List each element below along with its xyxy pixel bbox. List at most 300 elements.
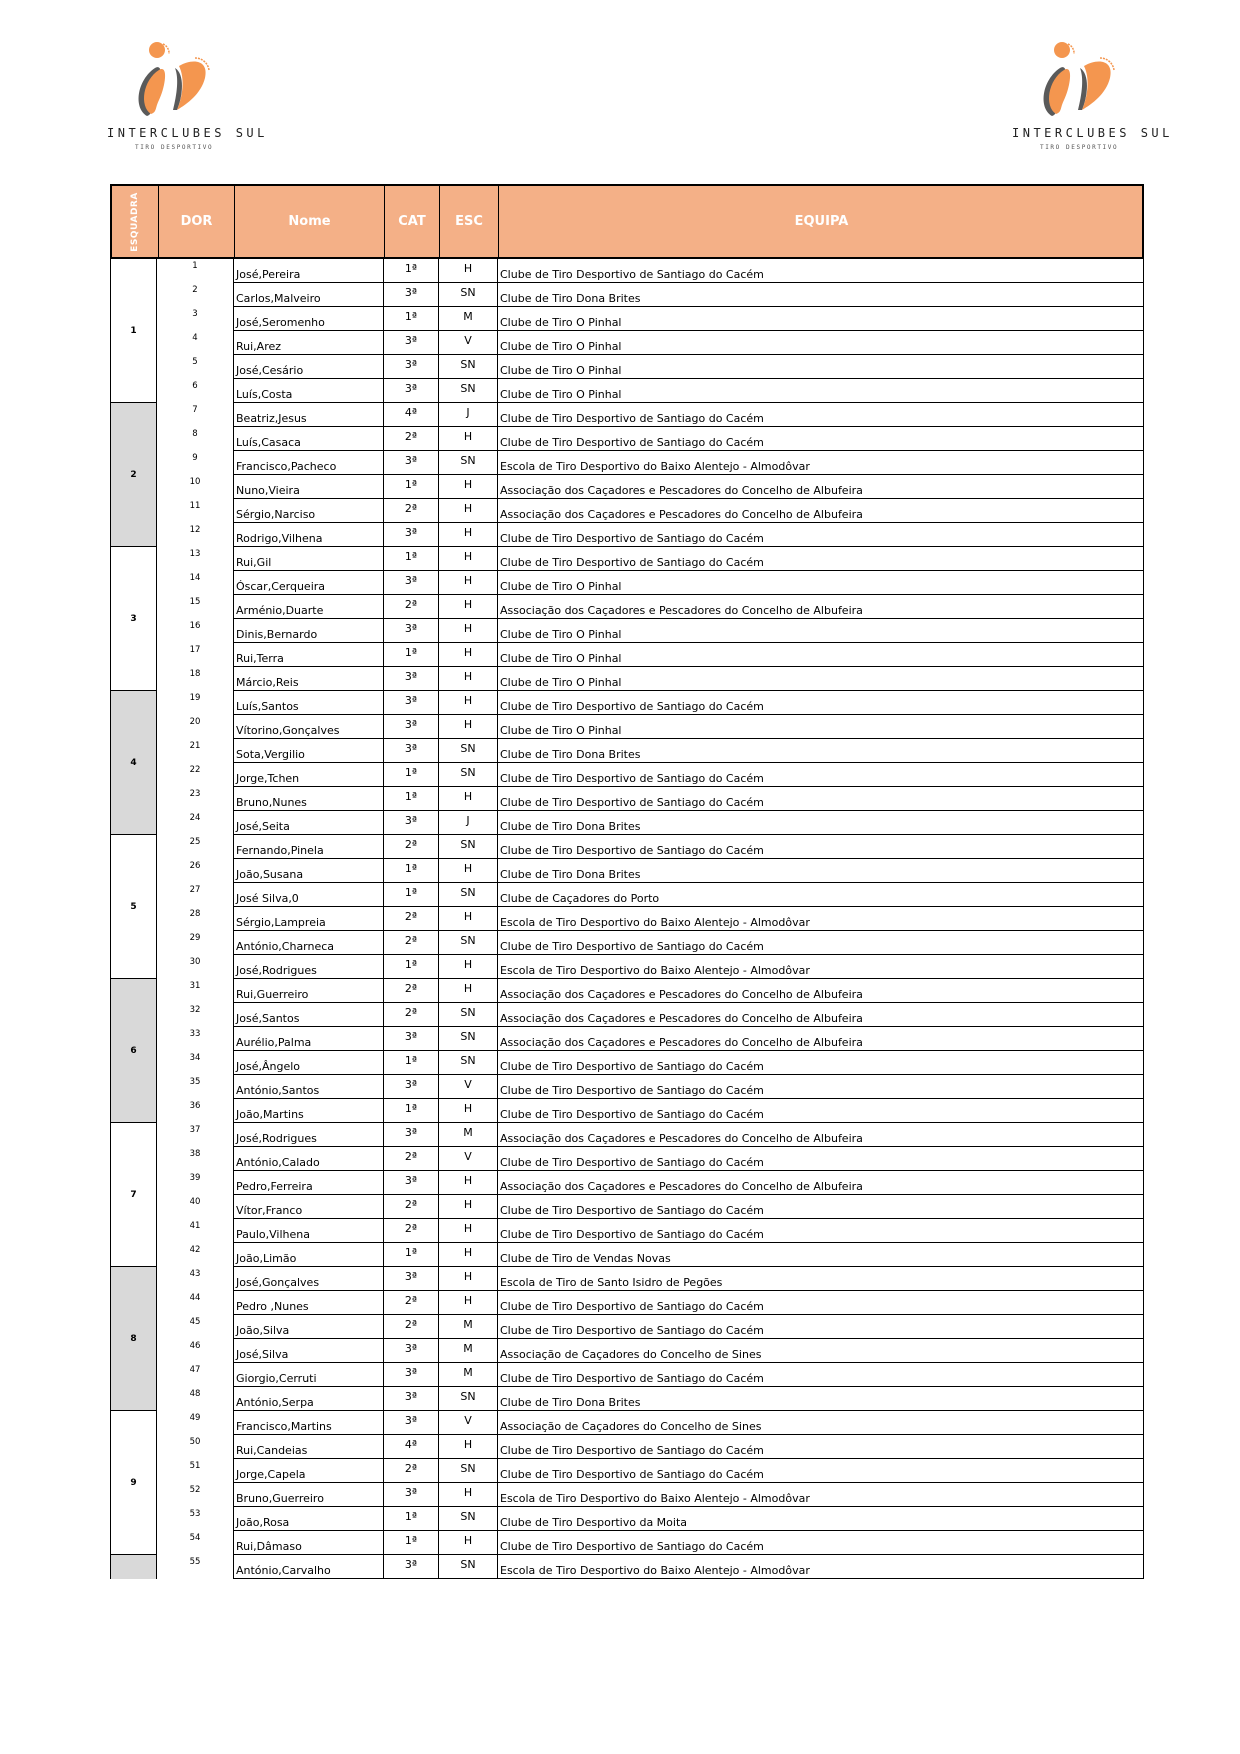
esc-cell: M xyxy=(438,1363,497,1387)
nome-cell: Carlos,Malveiro xyxy=(233,283,383,307)
nome-cell: Jorge,Tchen xyxy=(233,763,383,787)
dor-cell: 47 xyxy=(189,1365,201,1375)
equipa-cell: Clube de Tiro Desportivo de Santiago do Cacém xyxy=(497,1075,1144,1099)
esc-cell: H xyxy=(438,1243,497,1267)
dor-cell: 18 xyxy=(189,669,201,679)
esc-cell: H xyxy=(438,979,497,1003)
esc-cell: H xyxy=(438,667,497,691)
nome-cell: António,Carvalho xyxy=(233,1555,383,1579)
esc-cell: H xyxy=(438,1483,497,1507)
nome-cell: João,Limão xyxy=(233,1243,383,1267)
cat-cell: 3ª xyxy=(383,1339,438,1363)
cat-cell: 1ª xyxy=(383,1243,438,1267)
cat-cell: 3ª xyxy=(383,1555,438,1579)
squad-number: 5 xyxy=(130,901,137,912)
esc-cell: M xyxy=(438,1123,497,1147)
dor-cell: 44 xyxy=(189,1293,201,1303)
esc-cell: H xyxy=(438,1291,497,1315)
esc-cell: SN xyxy=(438,1507,497,1531)
squad-cell xyxy=(110,1123,157,1267)
nome-cell: Rui,Guerreiro xyxy=(233,979,383,1003)
nome-cell: Luís,Santos xyxy=(233,691,383,715)
table-row xyxy=(157,355,1144,379)
cat-cell: 3ª xyxy=(383,1027,438,1051)
dor-cell: 40 xyxy=(189,1197,201,1207)
table-row xyxy=(157,931,1144,955)
esc-cell: SN xyxy=(438,1051,497,1075)
equipa-cell: Escola de Tiro Desportivo do Baixo Alentejo - Almodôvar xyxy=(497,907,1144,931)
equipa-cell: Clube de Tiro O Pinhal xyxy=(497,331,1144,355)
nome-cell: Giorgio,Cerruti xyxy=(233,1363,383,1387)
table-row xyxy=(157,667,1144,691)
squad-number: 2 xyxy=(130,469,137,480)
esc-cell: H xyxy=(438,643,497,667)
esc-cell: H xyxy=(438,523,497,547)
dor-cell: 33 xyxy=(189,1029,201,1039)
nome-cell: José,Cesário xyxy=(233,355,383,379)
equipa-cell: Clube de Tiro Dona Brites xyxy=(497,859,1144,883)
nome-cell: José,Rodrigues xyxy=(233,1123,383,1147)
dor-cell: 36 xyxy=(189,1101,201,1111)
table-row xyxy=(157,523,1144,547)
squad-cell xyxy=(110,1267,157,1411)
esc-cell: H xyxy=(438,595,497,619)
esc-cell: H xyxy=(438,1195,497,1219)
table-row xyxy=(157,379,1144,403)
dor-cell: 49 xyxy=(189,1413,201,1423)
squad-number: 6 xyxy=(130,1045,137,1056)
equipa-cell: Clube de Tiro Desportivo de Santiago do Cacém xyxy=(497,931,1144,955)
equipa-cell: Escola de Tiro de Santo Isidro de Pegões xyxy=(497,1267,1144,1291)
table-row xyxy=(157,1435,1144,1459)
equipa-cell: Clube de Tiro Desportivo de Santiago do Cacém xyxy=(497,547,1144,571)
esc-cell: V xyxy=(438,1075,497,1099)
nome-cell: Luís,Casaca xyxy=(233,427,383,451)
cat-cell: 1ª xyxy=(383,1531,438,1555)
cat-cell: 3ª xyxy=(383,1363,438,1387)
equipa-cell: Clube de Tiro O Pinhal xyxy=(497,643,1144,667)
nome-cell: Luís,Costa xyxy=(233,379,383,403)
equipa-cell: Escola de Tiro Desportivo do Baixo Alentejo - Almodôvar xyxy=(497,1483,1144,1507)
cat-cell: 2ª xyxy=(383,1003,438,1027)
column-header-esc: ESC xyxy=(440,186,499,257)
equipa-cell: Clube de Tiro Dona Brites xyxy=(497,1387,1144,1411)
nome-cell: Sérgio,Narciso xyxy=(233,499,383,523)
nome-cell: Sota,Vergilio xyxy=(233,739,383,763)
cat-cell: 3ª xyxy=(383,1171,438,1195)
table-header xyxy=(110,184,1144,259)
dor-cell: 51 xyxy=(189,1461,201,1471)
esc-cell: V xyxy=(438,1411,497,1435)
squad-cell xyxy=(110,979,157,1123)
table-row xyxy=(157,1387,1144,1411)
dor-cell: 13 xyxy=(189,549,201,559)
esc-cell: H xyxy=(438,427,497,451)
nome-cell: Vítor,Franco xyxy=(233,1195,383,1219)
nome-cell: José Silva,0 xyxy=(233,883,383,907)
equipa-cell: Clube de Tiro Desportivo de Santiago do Cacém xyxy=(497,1291,1144,1315)
equipa-cell: Clube de Caçadores do Porto xyxy=(497,883,1144,907)
nome-cell: José,Silva xyxy=(233,1339,383,1363)
squad-cell xyxy=(110,403,157,547)
nome-cell: João,Silva xyxy=(233,1315,383,1339)
equipa-cell: Clube de Tiro O Pinhal xyxy=(497,667,1144,691)
esc-cell: SN xyxy=(438,379,497,403)
table-row xyxy=(157,1507,1144,1531)
table-row xyxy=(157,1003,1144,1027)
dor-cell: 55 xyxy=(189,1557,201,1567)
nome-cell: Jorge,Capela xyxy=(233,1459,383,1483)
cat-cell: 1ª xyxy=(383,475,438,499)
equipa-cell: Clube de Tiro Desportivo de Santiago do Cacém xyxy=(497,259,1144,283)
dor-cell: 28 xyxy=(189,909,201,919)
cat-cell: 3ª xyxy=(383,715,438,739)
nome-cell: António,Santos xyxy=(233,1075,383,1099)
squad-cell xyxy=(110,835,157,979)
cat-cell: 1ª xyxy=(383,1051,438,1075)
table-row xyxy=(157,691,1144,715)
dor-cell: 14 xyxy=(189,573,201,583)
equipa-cell: Clube de Tiro O Pinhal xyxy=(497,307,1144,331)
nome-cell: Márcio,Reis xyxy=(233,667,383,691)
squad-cell xyxy=(110,1555,157,1579)
equipa-cell: Clube de Tiro Desportivo de Santiago do Cacém xyxy=(497,787,1144,811)
dor-cell: 50 xyxy=(189,1437,201,1447)
dor-cell: 15 xyxy=(189,597,201,607)
table-row xyxy=(157,859,1144,883)
esc-cell: H xyxy=(438,1099,497,1123)
column-header-esquadra xyxy=(112,186,159,257)
nome-cell: Bruno,Nunes xyxy=(233,787,383,811)
cat-cell: 2ª xyxy=(383,1291,438,1315)
table-row xyxy=(157,835,1144,859)
table-row xyxy=(157,787,1144,811)
equipa-cell: Associação dos Caçadores e Pescadores do Concelho de Albufeira xyxy=(497,595,1144,619)
table-row xyxy=(157,451,1144,475)
dor-cell: 45 xyxy=(189,1317,201,1327)
dor-cell: 16 xyxy=(189,621,201,631)
equipa-cell: Clube de Tiro O Pinhal xyxy=(497,379,1144,403)
dor-cell: 17 xyxy=(189,645,201,655)
equipa-cell: Clube de Tiro Desportivo de Santiago do Cacém xyxy=(497,1315,1144,1339)
dor-cell: 24 xyxy=(189,813,201,823)
cat-cell: 2ª xyxy=(383,835,438,859)
cat-cell: 3ª xyxy=(383,355,438,379)
esc-cell: SN xyxy=(438,1459,497,1483)
nome-cell: António,Serpa xyxy=(233,1387,383,1411)
table-row xyxy=(157,1171,1144,1195)
cat-cell: 1ª xyxy=(383,763,438,787)
dor-cell: 41 xyxy=(189,1221,201,1231)
dor-cell: 11 xyxy=(189,501,201,511)
nome-cell: José,Ângelo xyxy=(233,1051,383,1075)
nome-cell: António,Charneca xyxy=(233,931,383,955)
squad-cell xyxy=(110,259,157,403)
squad-number: 1 xyxy=(130,325,137,336)
cat-cell: 1ª xyxy=(383,259,438,283)
cat-cell: 1ª xyxy=(383,547,438,571)
table-row xyxy=(157,427,1144,451)
dor-cell: 37 xyxy=(189,1125,201,1135)
esc-cell: SN xyxy=(438,739,497,763)
esc-cell: SN xyxy=(438,283,497,307)
nome-cell: Aurélio,Palma xyxy=(233,1027,383,1051)
nome-cell: Beatriz,Jesus xyxy=(233,403,383,427)
table-row xyxy=(157,1219,1144,1243)
dor-cell: 27 xyxy=(189,885,201,895)
table-row xyxy=(157,1099,1144,1123)
esc-cell: M xyxy=(438,307,497,331)
nome-cell: Dinis,Bernardo xyxy=(233,619,383,643)
equipa-cell: Clube de Tiro Dona Brites xyxy=(497,739,1144,763)
cat-cell: 1ª xyxy=(383,859,438,883)
esc-cell: H xyxy=(438,1267,497,1291)
table-row xyxy=(157,1531,1144,1555)
cat-cell: 3ª xyxy=(383,1123,438,1147)
esc-cell: H xyxy=(438,787,497,811)
squad-number: 9 xyxy=(130,1477,137,1488)
cat-cell: 2ª xyxy=(383,1315,438,1339)
column-header-esquadra-label: ESQUADRA xyxy=(130,191,140,252)
cat-cell: 2ª xyxy=(383,427,438,451)
equipa-cell: Clube de Tiro Desportivo de Santiago do Cacém xyxy=(497,403,1144,427)
cat-cell: 3ª xyxy=(383,1411,438,1435)
dor-cell: 29 xyxy=(189,933,201,943)
cat-cell: 3ª xyxy=(383,1267,438,1291)
nome-cell: Pedro ,Nunes xyxy=(233,1291,383,1315)
table-row xyxy=(157,1195,1144,1219)
dor-cell: 8 xyxy=(192,429,198,439)
table-row xyxy=(157,1555,1144,1579)
nome-cell: João,Susana xyxy=(233,859,383,883)
esc-cell: SN xyxy=(438,931,497,955)
dor-cell: 4 xyxy=(192,333,198,343)
table-row xyxy=(157,907,1144,931)
cat-cell: 1ª xyxy=(383,1099,438,1123)
equipa-cell: Associação dos Caçadores e Pescadores do Concelho de Albufeira xyxy=(497,1027,1144,1051)
table-row xyxy=(157,283,1144,307)
esc-cell: H xyxy=(438,619,497,643)
nome-cell: Fernando,Pinela xyxy=(233,835,383,859)
equipa-cell: Escola de Tiro Desportivo do Baixo Alentejo - Almodôvar xyxy=(497,1555,1144,1579)
nome-cell: Rui,Arez xyxy=(233,331,383,355)
cat-cell: 2ª xyxy=(383,979,438,1003)
nome-cell: Rui,Dâmaso xyxy=(233,1531,383,1555)
squad-number: 3 xyxy=(130,613,137,624)
nome-cell: Paulo,Vilhena xyxy=(233,1219,383,1243)
nome-cell: Vítorino,Gonçalves xyxy=(233,715,383,739)
esc-cell: H xyxy=(438,1531,497,1555)
dor-cell: 12 xyxy=(189,525,201,535)
esc-cell: J xyxy=(438,811,497,835)
esc-cell: M xyxy=(438,1339,497,1363)
cat-cell: 2ª xyxy=(383,931,438,955)
table-row xyxy=(157,475,1144,499)
esc-cell: H xyxy=(438,547,497,571)
esc-cell: SN xyxy=(438,1003,497,1027)
esc-cell: H xyxy=(438,1219,497,1243)
table-row xyxy=(157,1411,1144,1435)
esc-cell: H xyxy=(438,715,497,739)
cat-cell: 3ª xyxy=(383,523,438,547)
esc-cell: H xyxy=(438,1171,497,1195)
cat-cell: 2ª xyxy=(383,1219,438,1243)
dor-cell: 21 xyxy=(189,741,201,751)
dor-cell: 39 xyxy=(189,1173,201,1183)
table-row xyxy=(157,571,1144,595)
equipa-cell: Clube de Tiro Desportivo de Santiago do Cacém xyxy=(497,1219,1144,1243)
equipa-cell: Clube de Tiro Dona Brites xyxy=(497,283,1144,307)
dor-cell: 38 xyxy=(189,1149,201,1159)
esc-cell: H xyxy=(438,691,497,715)
esc-cell: J xyxy=(438,403,497,427)
equipa-cell: Associação dos Caçadores e Pescadores do Concelho de Albufeira xyxy=(497,1171,1144,1195)
dor-cell: 52 xyxy=(189,1485,201,1495)
logo-title: INTERCLUBES SUL xyxy=(107,126,268,140)
dor-cell: 9 xyxy=(192,453,198,463)
dor-cell: 7 xyxy=(192,405,198,415)
cat-cell: 2ª xyxy=(383,1147,438,1171)
nome-cell: Sérgio,Lampreia xyxy=(233,907,383,931)
table-row xyxy=(157,1291,1144,1315)
table-row xyxy=(157,1243,1144,1267)
table-body xyxy=(110,259,1144,1579)
dor-cell: 53 xyxy=(189,1509,201,1519)
esc-cell: SN xyxy=(438,1027,497,1051)
nome-cell: António,Calado xyxy=(233,1147,383,1171)
cat-cell: 3ª xyxy=(383,571,438,595)
dor-cell: 30 xyxy=(189,957,201,967)
nome-cell: Francisco,Martins xyxy=(233,1411,383,1435)
table-row xyxy=(157,955,1144,979)
esc-cell: H xyxy=(438,259,497,283)
nome-cell: Bruno,Guerreiro xyxy=(233,1483,383,1507)
squad-number: 4 xyxy=(130,757,137,768)
dor-cell: 23 xyxy=(189,789,201,799)
table-row xyxy=(157,979,1144,1003)
cat-cell: 2ª xyxy=(383,595,438,619)
table-row xyxy=(157,331,1144,355)
equipa-cell: Clube de Tiro O Pinhal xyxy=(497,355,1144,379)
table-row xyxy=(157,547,1144,571)
table-row xyxy=(157,1027,1144,1051)
dor-cell: 3 xyxy=(192,309,198,319)
nome-cell: José,Gonçalves xyxy=(233,1267,383,1291)
cat-cell: 3ª xyxy=(383,451,438,475)
table-row xyxy=(157,403,1144,427)
column-header-dor: DOR xyxy=(159,186,235,257)
equipa-cell: Clube de Tiro Desportivo de Santiago do Cacém xyxy=(497,1195,1144,1219)
equipa-cell: Clube de Tiro Desportivo de Santiago do Cacém xyxy=(497,1099,1144,1123)
start-list-table xyxy=(110,184,1144,1579)
cat-cell: 4ª xyxy=(383,1435,438,1459)
esc-cell: H xyxy=(438,1435,497,1459)
esc-cell: H xyxy=(438,859,497,883)
nome-cell: Rui,Terra xyxy=(233,643,383,667)
logo-interclubes-sul-right xyxy=(1000,38,1173,158)
nome-cell: José,Rodrigues xyxy=(233,955,383,979)
equipa-cell: Clube de Tiro Desportivo de Santiago do Cacém xyxy=(497,1531,1144,1555)
equipa-cell: Clube de Tiro Desportivo de Santiago do Cacém xyxy=(497,835,1144,859)
equipa-cell: Clube de Tiro Desportivo de Santiago do Cacém xyxy=(497,1363,1144,1387)
column-header-cat: CAT xyxy=(385,186,440,257)
equipa-cell: Clube de Tiro Desportivo de Santiago do Cacém xyxy=(497,1435,1144,1459)
equipa-cell: Clube de Tiro Desportivo de Santiago do Cacém xyxy=(497,1147,1144,1171)
squad-cell xyxy=(110,1411,157,1555)
cat-cell: 2ª xyxy=(383,499,438,523)
dor-cell: 6 xyxy=(192,381,198,391)
cat-cell: 3ª xyxy=(383,1075,438,1099)
dor-cell: 31 xyxy=(189,981,201,991)
table-row xyxy=(157,1363,1144,1387)
column-header-equipa: EQUIPA xyxy=(794,214,849,229)
logo-interclubes-sul-left xyxy=(95,38,268,158)
cat-cell: 3ª xyxy=(383,1387,438,1411)
esc-cell: SN xyxy=(438,763,497,787)
nome-cell: Rui,Candeias xyxy=(233,1435,383,1459)
cat-cell: 1ª xyxy=(383,1507,438,1531)
cat-cell: 3ª xyxy=(383,811,438,835)
esc-cell: H xyxy=(438,907,497,931)
dor-cell: 34 xyxy=(189,1053,201,1063)
equipa-cell: Clube de Tiro O Pinhal xyxy=(497,571,1144,595)
nome-cell: José,Pereira xyxy=(233,259,383,283)
table-row xyxy=(157,763,1144,787)
dor-cell: 46 xyxy=(189,1341,201,1351)
dor-cell: 5 xyxy=(192,357,198,367)
cat-cell: 1ª xyxy=(383,883,438,907)
esc-cell: V xyxy=(438,1147,497,1171)
table-row xyxy=(157,739,1144,763)
nome-cell: José,Santos xyxy=(233,1003,383,1027)
logo-mark-icon xyxy=(1030,38,1130,123)
cat-cell: 3ª xyxy=(383,379,438,403)
table-row xyxy=(157,307,1144,331)
logo-subtitle: TIRO DESPORTIVO xyxy=(1040,144,1119,151)
equipa-cell: Associação dos Caçadores e Pescadores do Concelho de Albufeira xyxy=(497,979,1144,1003)
dor-cell: 10 xyxy=(189,477,201,487)
nome-cell: Pedro,Ferreira xyxy=(233,1171,383,1195)
cat-cell: 2ª xyxy=(383,1459,438,1483)
squad-number: 7 xyxy=(130,1189,137,1200)
esc-cell: H xyxy=(438,571,497,595)
cat-cell: 3ª xyxy=(383,283,438,307)
dor-cell: 22 xyxy=(189,765,201,775)
squad-number: 8 xyxy=(130,1333,137,1344)
table-row xyxy=(157,259,1144,283)
logo-title: INTERCLUBES SUL xyxy=(1012,126,1173,140)
equipa-cell: Clube de Tiro Desportivo de Santiago do Cacém xyxy=(497,691,1144,715)
table-row xyxy=(157,1315,1144,1339)
table-row xyxy=(157,811,1144,835)
equipa-cell: Associação de Caçadores do Concelho de Sines xyxy=(497,1411,1144,1435)
dor-cell: 43 xyxy=(189,1269,201,1279)
cat-cell: 3ª xyxy=(383,619,438,643)
table-row xyxy=(157,499,1144,523)
nome-cell: José,Seita xyxy=(233,811,383,835)
table-row xyxy=(157,595,1144,619)
dor-cell: 48 xyxy=(189,1389,201,1399)
equipa-cell: Associação dos Caçadores e Pescadores do Concelho de Albufeira xyxy=(497,1123,1144,1147)
equipa-cell: Associação dos Caçadores e Pescadores do Concelho de Albufeira xyxy=(497,1003,1144,1027)
table-row xyxy=(157,1339,1144,1363)
nome-cell: Francisco,Pacheco xyxy=(233,451,383,475)
dor-cell: 2 xyxy=(192,285,198,295)
table-row xyxy=(157,1483,1144,1507)
nome-cell: Nuno,Vieira xyxy=(233,475,383,499)
cat-cell: 3ª xyxy=(383,691,438,715)
cat-cell: 1ª xyxy=(383,307,438,331)
